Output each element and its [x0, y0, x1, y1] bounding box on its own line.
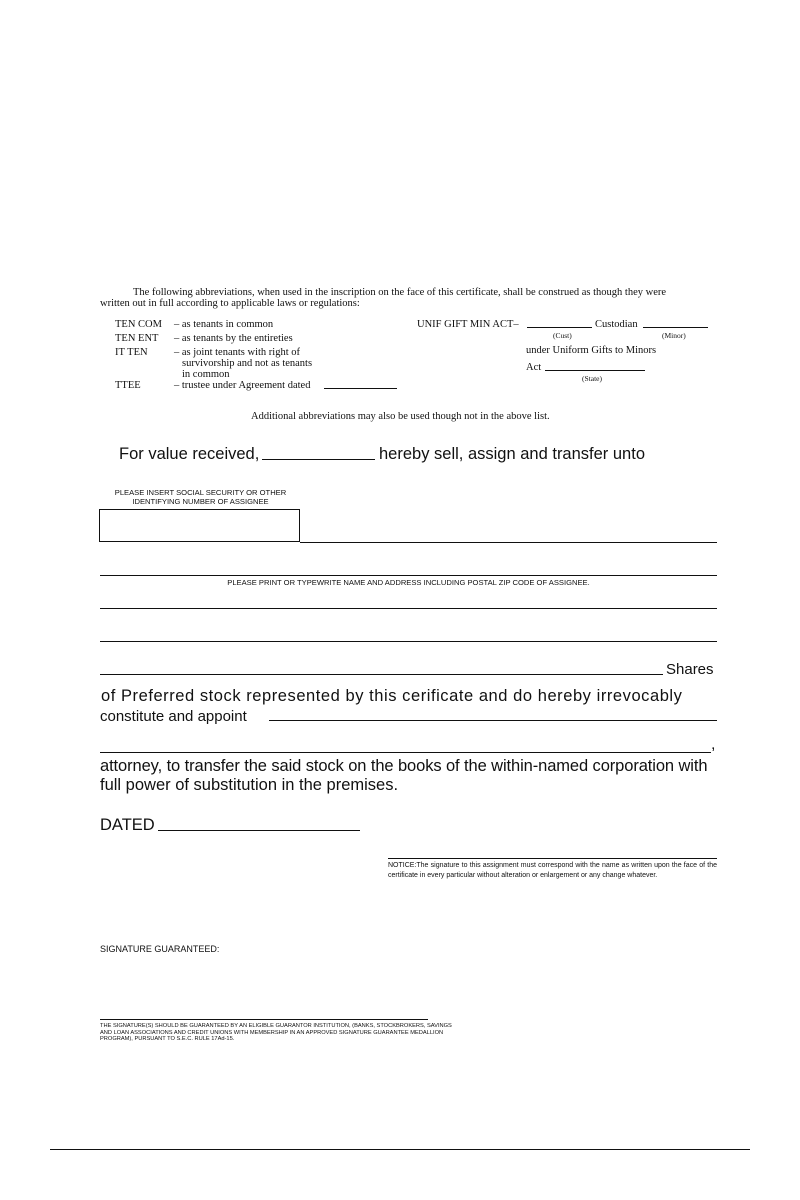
- signature-line[interactable]: [388, 858, 717, 859]
- abbr-meaning-it-ten-2: survivorship and not as tenants: [182, 358, 313, 369]
- guarantor-note: THE SIGNATURE(S) SHOULD BE GUARANTEED BY AN ELIGIBLE GUARANTOR INSTITUTION, (BANKS, STOCKBROKERS, SAVINGS AND LOAN ASSOCIATIONS AND CREDIT UNIONS WITH MEMBERSHIP IN AN APPROVED SIGNATURE GUARANTEE MEDALLION PROGRAM), PURSUANT TO S.E.C. RULE 17Ad-15.: [100, 1023, 452, 1043]
- attorney-name-line[interactable]: [269, 720, 717, 721]
- constitute-appoint-text: constitute and appoint: [100, 708, 247, 725]
- for-value-received: For value received,: [119, 445, 260, 463]
- minor-line[interactable]: [643, 327, 708, 328]
- cust-caption: (Cust): [553, 331, 572, 340]
- minor-caption: (Minor): [662, 331, 686, 340]
- state-line[interactable]: [545, 370, 645, 371]
- intro-line-1: The following abbreviations, when used in the inscription on the face of this certificate, shall be construed as though they were: [133, 287, 667, 298]
- attorney-text-line-1: attorney, to transfer the said stock on the books of the within-named corporation with: [100, 757, 708, 775]
- address-line-1[interactable]: [100, 575, 717, 576]
- hereby-sell-text: hereby sell, assign and transfer unto: [379, 445, 645, 463]
- dated-label: DATED: [100, 816, 155, 834]
- abbr-code-it-ten: IT TEN: [115, 347, 148, 358]
- address-line-3[interactable]: [100, 641, 717, 642]
- assignor-line[interactable]: [262, 459, 375, 460]
- abbr-code-ten-com: TEN COM: [115, 319, 162, 330]
- custodian-label: Custodian: [595, 319, 638, 330]
- attorney-text-line-2: full power of substitution in the premises.: [100, 776, 399, 794]
- abbr-meaning-ten-com: – as tenants in common: [174, 319, 274, 330]
- ssn-instructions: [100, 488, 301, 506]
- address-line-2[interactable]: [100, 608, 717, 609]
- assignee-name-line[interactable]: [300, 542, 717, 543]
- intro-line-2: written out in full according to applicable laws or regulations:: [100, 298, 360, 309]
- ssn-input-box[interactable]: [99, 509, 300, 542]
- shares-label: Shares: [666, 661, 714, 678]
- bottom-rule: [50, 1149, 750, 1150]
- print-name-note: PLEASE PRINT OR TYPEWRITE NAME AND ADDRESS INCLUDING POSTAL ZIP CODE OF ASSIGNEE.: [227, 578, 590, 587]
- signature-guaranteed-label: SIGNATURE GUARANTEED:: [100, 944, 220, 954]
- notice-text: NOTICE:The signature to this assignment must correspond with the name as written upon the face of the certificate in every particular without alteration or enlargement or any change whatever.: [388, 862, 717, 879]
- preferred-stock-text: of Preferred stock represented by this cerificate and do hereby irrevocably: [101, 687, 683, 705]
- ssn-instructions-line-1: PLEASE INSERT SOCIAL SECURITY OR OTHER: [114, 488, 287, 497]
- additional-abbreviations-note: Additional abbreviations may also be used though not in the above list.: [251, 411, 550, 422]
- abbr-meaning-ttee: – trustee under Agreement dated: [174, 380, 311, 391]
- abbr-meaning-it-ten: – as joint tenants with right of: [174, 347, 300, 358]
- abbr-code-ttee: TTEE: [115, 380, 141, 391]
- gift-label: UNIF GIFT MIN ACT–: [417, 319, 519, 330]
- attorney-name-line-2[interactable]: [100, 752, 711, 753]
- guarantor-signature-line[interactable]: [100, 1019, 428, 1020]
- ssn-instructions-line-2: IDENTIFYING NUMBER OF ASSIGNEE: [132, 497, 269, 506]
- act-label: Act: [526, 362, 542, 373]
- abbr-meaning-ten-ent: – as tenants by the entireties: [174, 333, 293, 344]
- abbr-meaning-it-ten-3: in common: [182, 369, 230, 380]
- under-uniform-gifts: under Uniform Gifts to Minors: [526, 345, 657, 356]
- abbr-code-ten-ent: TEN ENT: [115, 333, 159, 344]
- dated-line[interactable]: [158, 830, 360, 831]
- state-caption: (State): [582, 374, 602, 383]
- comma: ,: [711, 736, 716, 753]
- custodian-line[interactable]: [527, 327, 592, 328]
- trustee-date-line[interactable]: [324, 388, 397, 389]
- shares-line[interactable]: [100, 674, 663, 675]
